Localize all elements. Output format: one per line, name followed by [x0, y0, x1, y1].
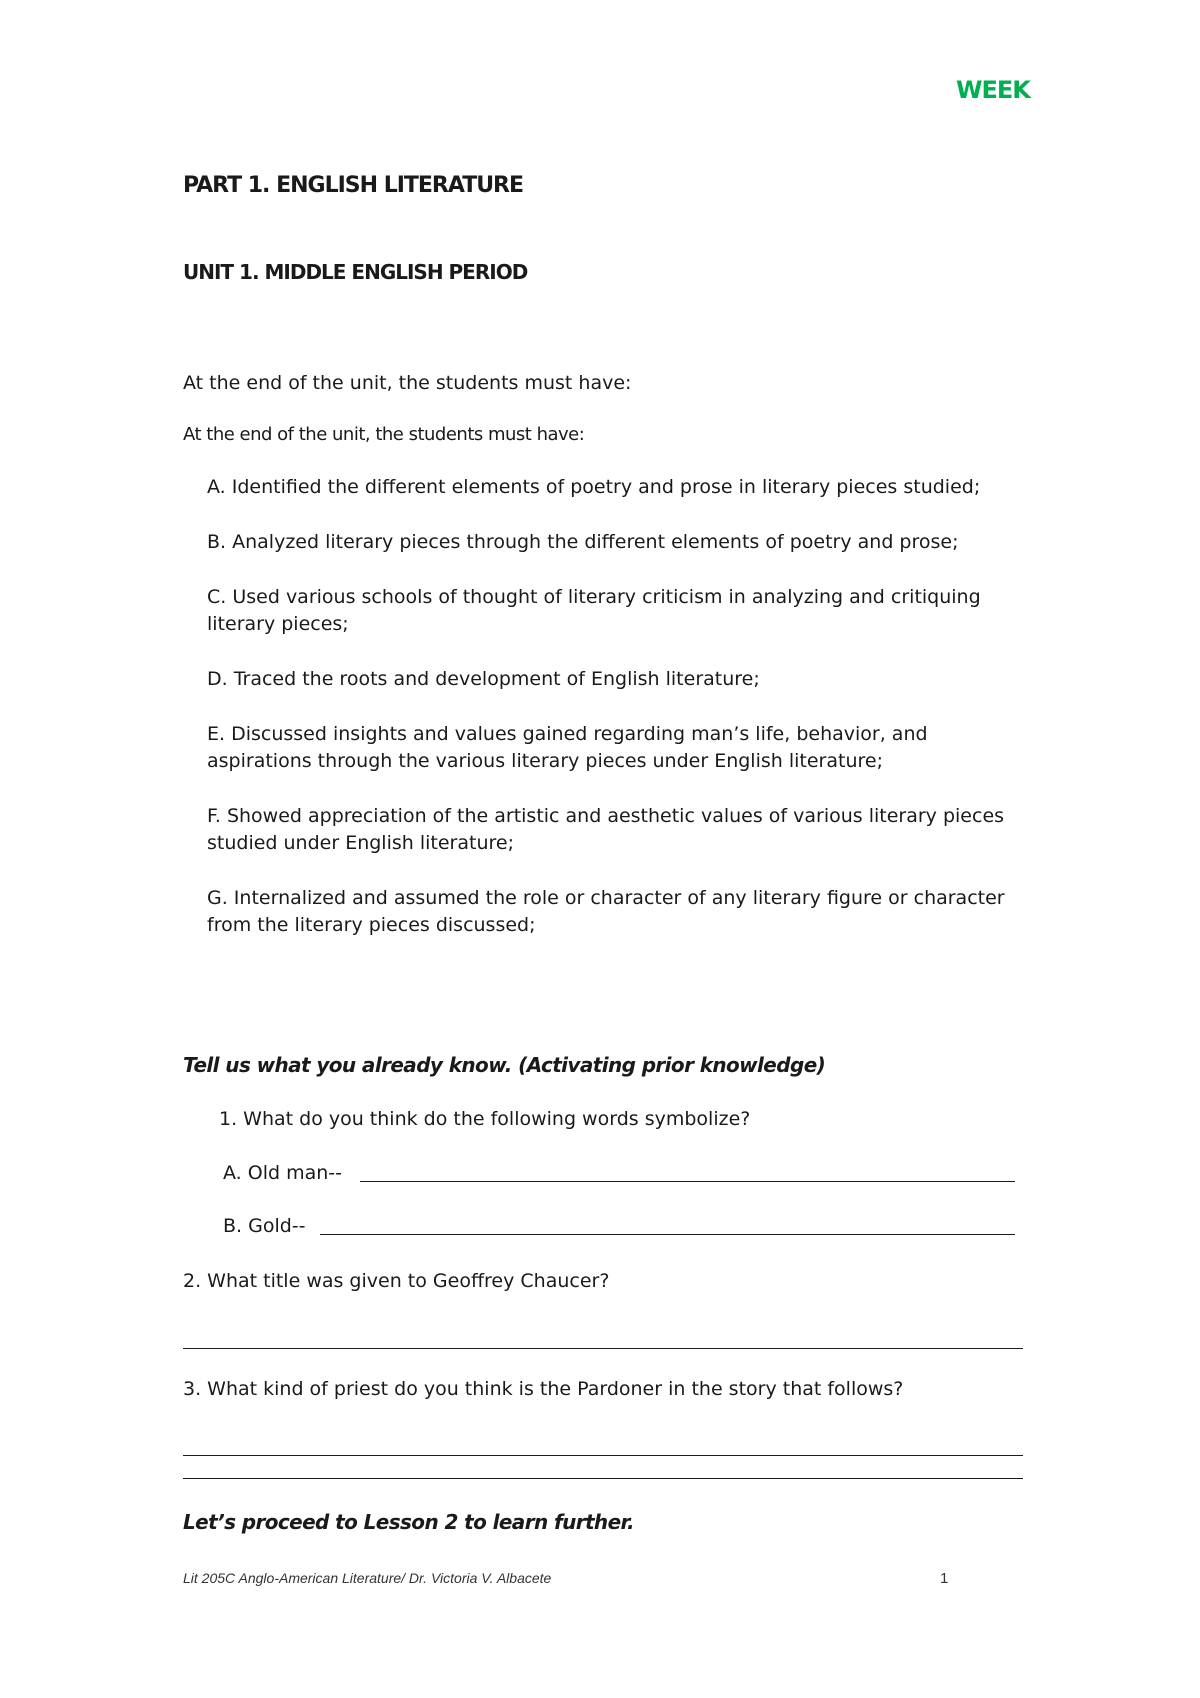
question-2: 2. What title was given to Geoffrey Chaucer? — [183, 1270, 610, 1292]
objective-item: F. Showed appreciation of the artistic and aesthetic values of various literary pieces studied under English literature; — [207, 805, 1005, 854]
part-heading: PART 1. ENGLISH LITERATURE — [183, 173, 524, 198]
answer-line-1a[interactable] — [360, 1181, 1015, 1182]
unit-heading: UNIT 1. MIDDLE ENGLISH PERIOD — [183, 260, 528, 284]
question-3: 3. What kind of priest do you think is the Pardoner in the story that follows? — [183, 1378, 904, 1400]
footer-course: Lit 205C Anglo-American Literature/ Dr. Victoria V. Albacete — [183, 1570, 552, 1586]
objective-item: C. Used various schools of thought of literary criticism in analyzing and critiquing literary pieces; — [207, 586, 981, 635]
objective-item: E. Discussed insights and values gained regarding man’s life, behavior, and aspirations through the various literary pieces under English literature; — [207, 723, 928, 772]
question-1b-label: B. Gold-- — [223, 1215, 306, 1237]
objective-item: B. Analyzed literary pieces through the different elements of poetry and prose; — [207, 531, 959, 553]
page-number: 1 — [940, 1570, 949, 1587]
intro-line: At the end of the unit, the students must have: — [183, 372, 632, 394]
question-1a-label: A. Old man-- — [223, 1162, 342, 1184]
objectives-list — [207, 474, 1027, 967]
answer-line-3a[interactable] — [183, 1455, 1023, 1456]
answer-line-1b[interactable] — [320, 1234, 1015, 1235]
objective-item: A. Identified the different elements of poetry and prose in literary pieces studied; — [207, 476, 981, 498]
activity-title: Tell us what you already know. (Activating prior knowledge) — [183, 1053, 826, 1077]
week-label: WEEK — [956, 76, 1030, 104]
objective-item: D. Traced the roots and development of English literature; — [207, 668, 760, 690]
answer-line-3b[interactable] — [183, 1478, 1023, 1479]
answer-line-2[interactable] — [183, 1348, 1023, 1349]
objective-item: G. Internalized and assumed the role or character of any literary figure or character from the literary pieces discussed; — [207, 887, 1005, 936]
question-1: 1. What do you think do the following words symbolize? — [219, 1108, 751, 1130]
intro-line-repeat: At the end of the unit, the students must have: — [183, 424, 585, 445]
closing-note: Let’s proceed to Lesson 2 to learn further. — [183, 1510, 634, 1534]
